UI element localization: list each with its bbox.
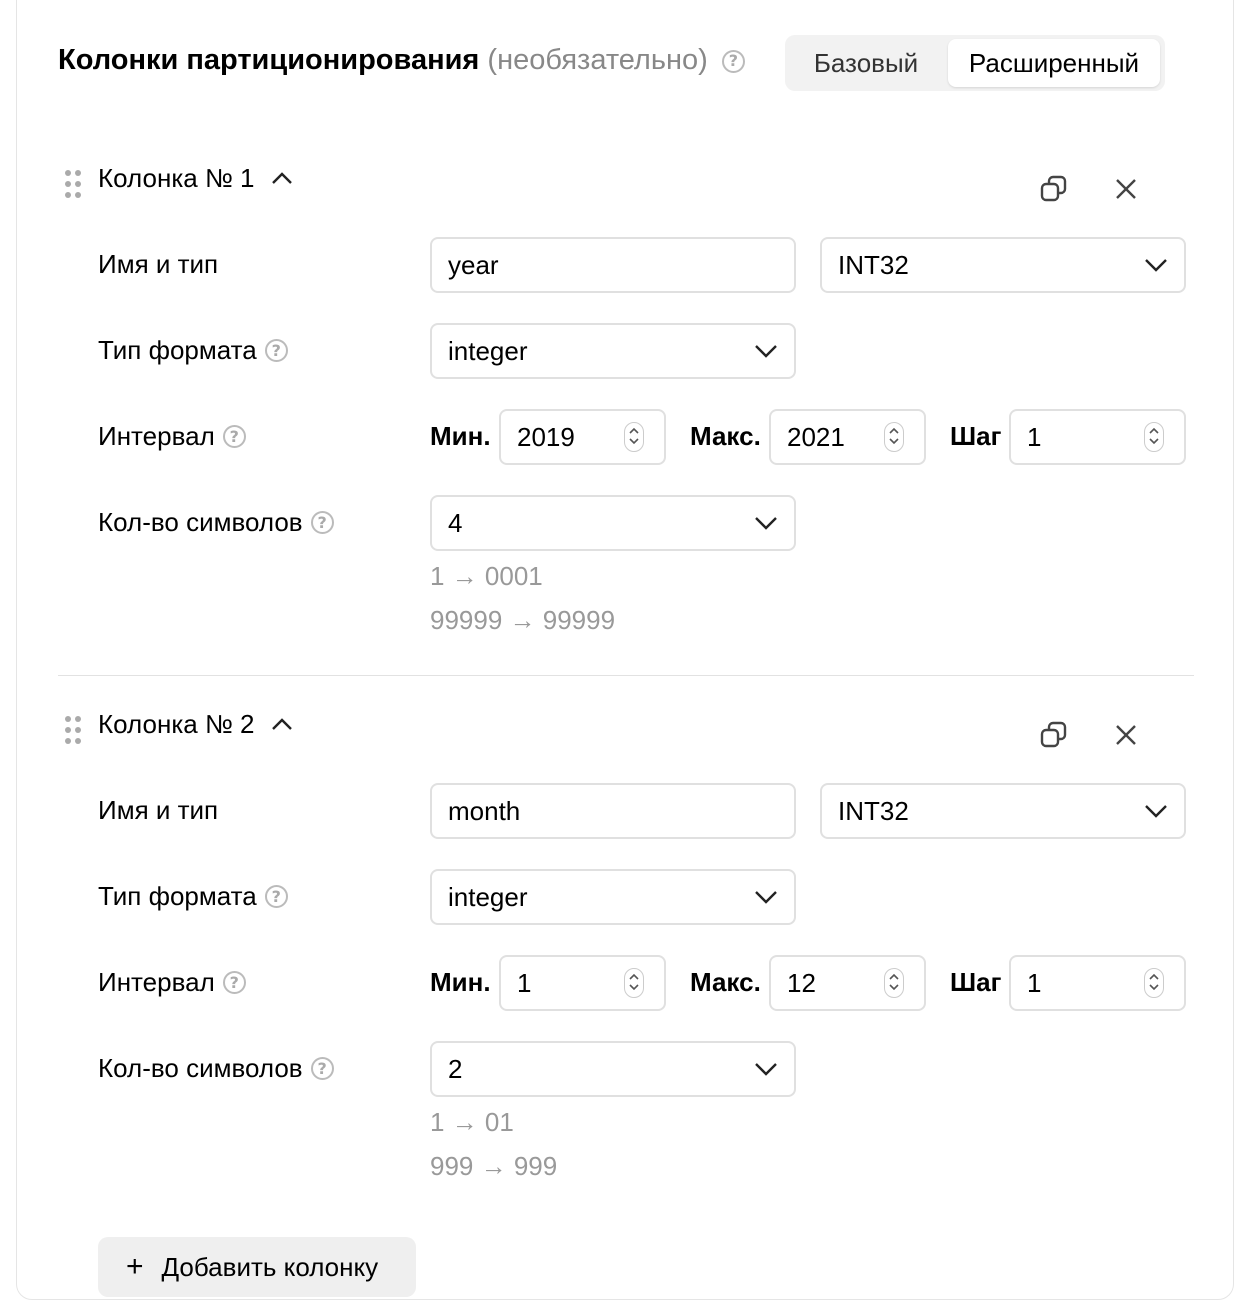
spinner-icon[interactable] <box>1144 968 1164 998</box>
chevron-down-icon <box>754 516 778 530</box>
help-icon[interactable]: ? <box>311 511 334 534</box>
mode-advanced-button[interactable]: Расширенный <box>948 39 1160 87</box>
section-title <box>58 44 745 77</box>
mode-switch <box>785 35 1165 91</box>
format-example: 1 → 0001 <box>430 561 543 591</box>
min-input[interactable]: 2019 <box>499 409 666 465</box>
format-type-label: Тип формата ? <box>98 881 288 912</box>
max-input[interactable]: 2021 <box>769 409 926 465</box>
spinner-icon[interactable] <box>624 968 644 998</box>
column-title: Колонка № 2 <box>98 709 255 739</box>
max-label: Макс. <box>690 421 761 451</box>
spinner-icon[interactable] <box>624 422 644 452</box>
format-type-select[interactable]: integer <box>430 323 796 379</box>
char-count-select[interactable]: 4 <box>430 495 796 551</box>
drag-handle-icon[interactable] <box>65 716 81 744</box>
column-name-input[interactable]: year <box>430 237 796 293</box>
column-name-input[interactable]: month <box>430 783 796 839</box>
step-label: Шаг <box>950 421 1002 451</box>
help-icon[interactable]: ? <box>223 425 246 448</box>
step-label: Шаг <box>950 967 1002 997</box>
help-icon[interactable]: ? <box>722 50 745 73</box>
drag-handle-icon[interactable] <box>65 170 81 198</box>
format-type-select[interactable]: integer <box>430 869 796 925</box>
max-input[interactable]: 12 <box>769 955 926 1011</box>
format-example: 99999 → 99999 <box>430 605 616 635</box>
format-example: 1 → 01 <box>430 1107 514 1137</box>
plus-icon: + <box>126 1250 144 1283</box>
close-icon[interactable] <box>1106 715 1146 755</box>
step-input[interactable]: 1 <box>1009 955 1186 1011</box>
chevron-up-icon[interactable] <box>270 716 294 737</box>
chevron-down-icon <box>754 890 778 904</box>
section-title-text: Колонки партиционирования <box>58 44 480 76</box>
name-type-label: Имя и тип <box>98 249 219 279</box>
help-icon[interactable]: ? <box>223 971 246 994</box>
char-count-label: Кол-во символов ? <box>98 507 334 538</box>
mode-basic-button[interactable]: Базовый <box>813 47 919 78</box>
column-type-select[interactable]: INT32 <box>820 783 1186 839</box>
add-column-label: Добавить колонку <box>161 1251 379 1282</box>
copy-icon[interactable] <box>1034 715 1074 755</box>
spinner-icon[interactable] <box>884 968 904 998</box>
step-input[interactable]: 1 <box>1009 409 1186 465</box>
optional-label: (необязательно) <box>487 44 708 76</box>
add-column-button[interactable] <box>98 1237 416 1297</box>
chevron-down-icon <box>754 1062 778 1076</box>
column-title: Колонка № 1 <box>98 163 255 193</box>
spinner-icon[interactable] <box>1144 422 1164 452</box>
format-type-label: Тип формата ? <box>98 335 288 366</box>
chevron-down-icon <box>754 344 778 358</box>
interval-label: Интервал ? <box>98 967 246 998</box>
char-count-label: Кол-во символов ? <box>98 1053 334 1084</box>
interval-label: Интервал ? <box>98 421 246 452</box>
chevron-down-icon <box>1144 258 1168 272</box>
help-icon[interactable]: ? <box>311 1057 334 1080</box>
chevron-down-icon <box>1144 804 1168 818</box>
format-example: 999 → 999 <box>430 1151 558 1181</box>
column-type-select[interactable]: INT32 <box>820 237 1186 293</box>
spinner-icon[interactable] <box>884 422 904 452</box>
max-label: Макс. <box>690 967 761 997</box>
name-type-label: Имя и тип <box>98 795 219 825</box>
close-icon[interactable] <box>1106 169 1146 209</box>
char-count-select[interactable]: 2 <box>430 1041 796 1097</box>
min-label: Мин. <box>430 967 491 997</box>
copy-icon[interactable] <box>1034 169 1074 209</box>
help-icon[interactable]: ? <box>265 885 288 908</box>
help-icon[interactable]: ? <box>265 339 288 362</box>
chevron-up-icon[interactable] <box>270 170 294 191</box>
min-input[interactable]: 1 <box>499 955 666 1011</box>
min-label: Мин. <box>430 421 491 451</box>
column-divider <box>58 675 1194 676</box>
